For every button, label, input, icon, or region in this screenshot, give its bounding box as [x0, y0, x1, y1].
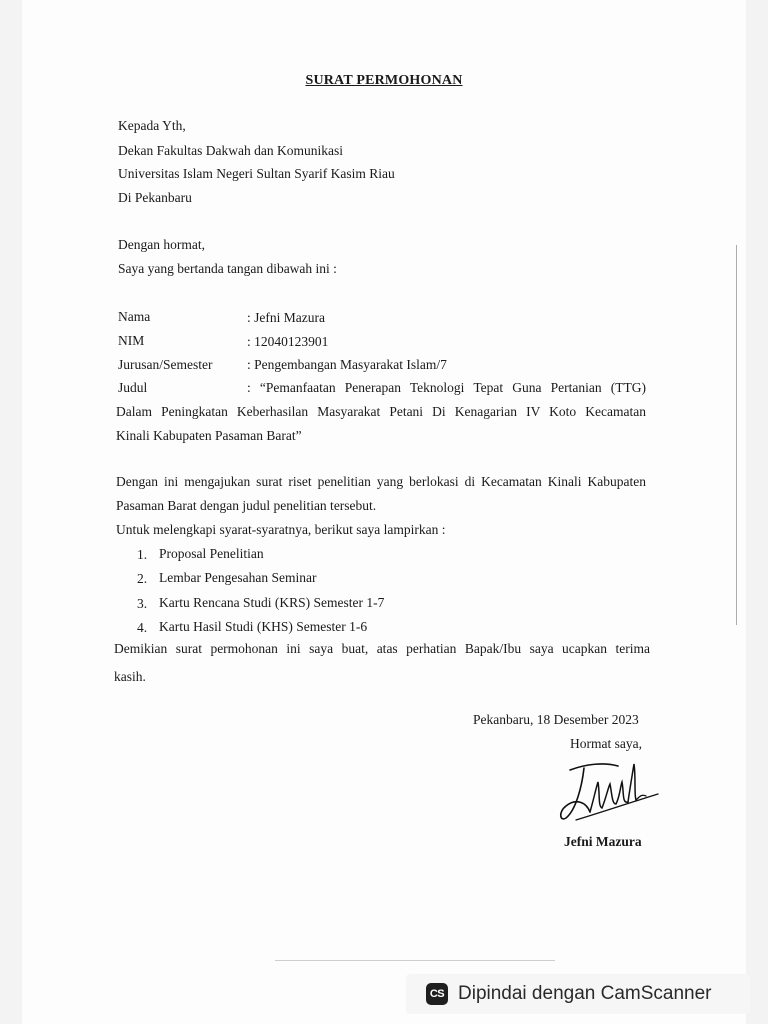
field-value-jurusan: : Pengembangan Masyarakat Islam/7	[247, 357, 447, 372]
field-label-nama: Nama	[118, 309, 151, 324]
recipient-line-4: Di Pekanbaru	[118, 190, 192, 205]
field-label-judul: Judul	[118, 380, 148, 395]
field-value-judul-line-3: Kinali Kabupaten Pasaman Barat”	[116, 428, 302, 443]
intro-text: Saya yang bertanda tangan dibawah ini :	[118, 261, 337, 276]
attachment-item: Proposal Penelitian	[159, 546, 264, 561]
recipient-line-2: Dekan Fakultas Dakwah dan Komunikasi	[118, 143, 343, 158]
closing-line-2: kasih.	[114, 669, 146, 684]
body-paragraph-1-line-2: Pasaman Barat dengan judul penelitian tersebut.	[116, 498, 377, 513]
signer-name: Jefni Mazura	[564, 834, 642, 849]
attachment-item: Kartu Rencana Studi (KRS) Semester 1-7	[159, 595, 385, 610]
field-value-judul-line-2: Dalam Peningkatan Keberhasilan Masyarakat Petani Di Kenagarian IV Koto Kecamatan	[116, 404, 646, 419]
camscanner-icon: CS	[426, 983, 448, 1005]
field-value-nim: : 12040123901	[247, 334, 329, 349]
attachment-number: 1.	[137, 547, 148, 562]
recipient-line-3: Universitas Islam Negeri Sultan Syarif Kasim Riau	[118, 166, 395, 181]
scan-smudge	[275, 960, 555, 961]
body-paragraph-2: Untuk melengkapi syarat-syaratnya, berikut saya lampirkan :	[116, 522, 446, 537]
body-paragraph-1-line-1: Dengan ini mengajukan surat riset penelitian yang berlokasi di Kecamatan Kinali Kabupaten	[116, 474, 646, 489]
handwritten-signature	[556, 758, 660, 828]
regards: Hormat saya,	[570, 736, 642, 751]
attachment-number: 3.	[137, 596, 148, 611]
attachment-number: 4.	[137, 620, 148, 635]
field-label-jurusan: Jurusan/Semester	[118, 357, 213, 372]
camscanner-watermark	[406, 974, 750, 1014]
letter-title: SURAT PERMOHONAN	[305, 73, 463, 88]
attachment-number: 2.	[137, 571, 148, 586]
field-label-nim: NIM	[118, 333, 145, 348]
attachment-item: Kartu Hasil Studi (KHS) Semester 1-6	[159, 619, 368, 634]
field-value-nama: : Jefni Mazura	[247, 310, 325, 325]
recipient-line-1: Kepada Yth,	[118, 118, 186, 133]
closing-line-1: Demikian surat permohonan ini saya buat, atas perhatian Bapak/Ibu saya ucapkan terima	[114, 641, 650, 656]
camscanner-watermark-text: Dipindai dengan CamScanner	[458, 983, 712, 1004]
scan-edge-line	[736, 245, 737, 625]
greeting: Dengan hormat,	[118, 237, 205, 252]
field-value-judul-line-1: : “Pemanfaatan Penerapan Teknologi Tepat Guna Pertanian (TTG)	[247, 380, 646, 395]
attachment-item: Lembar Pengesahan Seminar	[159, 570, 317, 585]
place-date: Pekanbaru, 18 Desember 2023	[473, 712, 639, 727]
